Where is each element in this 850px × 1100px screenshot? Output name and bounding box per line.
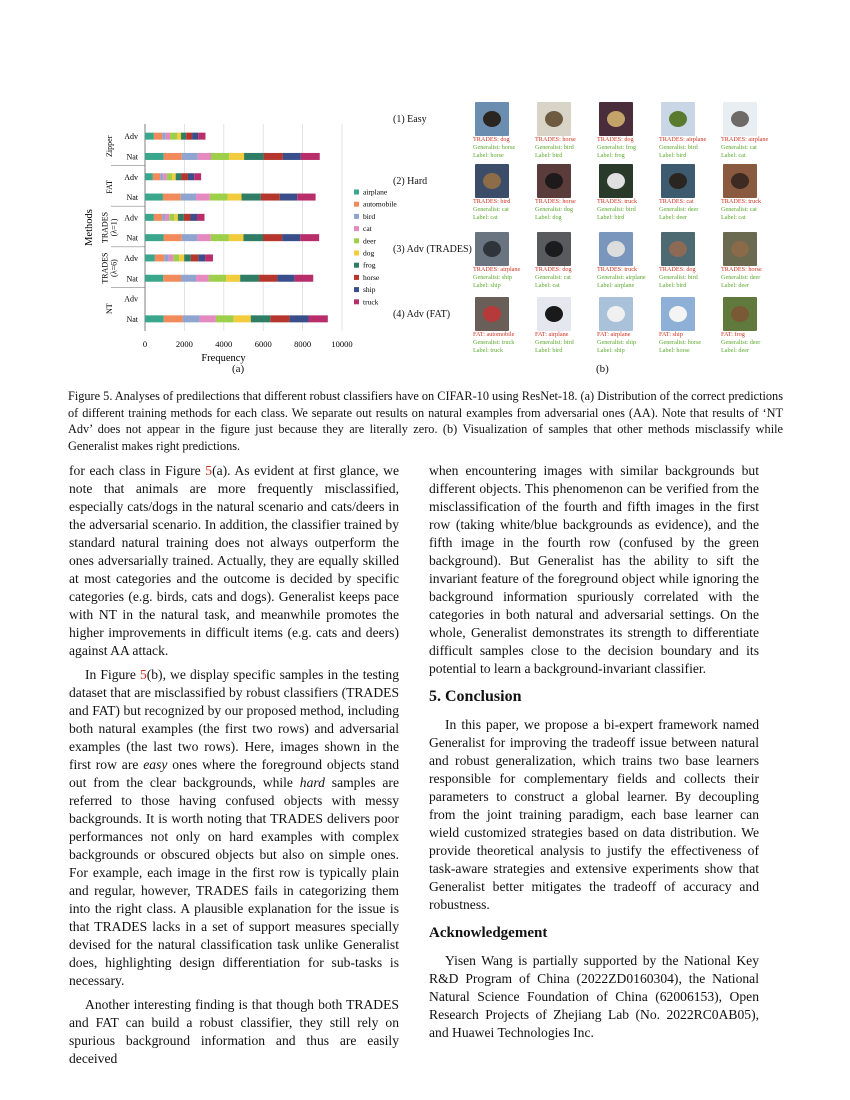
prediction-text: TRADES: airplane bbox=[659, 136, 707, 143]
sample-cell bbox=[473, 164, 533, 222]
legend-label-airplane: airplane bbox=[363, 187, 388, 197]
sample-cell bbox=[473, 232, 533, 290]
bar-segment-frog bbox=[244, 234, 264, 241]
legend-swatch-dog bbox=[354, 251, 359, 256]
left-paragraph-3: Another interesting finding is that though both TRADES and FAT can build a robust classifier, they still rely on spurious background information and thus are easily deceived bbox=[69, 997, 399, 1066]
method-label: FAT bbox=[105, 180, 114, 194]
generalist-text: Generalist: horse bbox=[473, 144, 516, 151]
legend-swatch-deer bbox=[354, 238, 359, 243]
sample-thumbnail bbox=[723, 164, 757, 198]
thumbnail-subject bbox=[607, 111, 625, 127]
prediction-text: FAT: ship bbox=[659, 331, 683, 338]
bar-segment-horse bbox=[270, 315, 289, 322]
figure-caption: Figure 5. Analyses of predilections that different robust classifiers have on CIFAR-10 using ResNet-18. (a) Distribution of the correct predictions of different training methods for each class. We separate out results on natural examples from adversarial ones (AA). Note that results of ‘NT Adv’ does not appear in the figure just because they are literally zero. (b) Visualization of samples that other methods misclassify while Generalist makes right predictions. bbox=[68, 389, 783, 453]
sample-row-label: (1) Easy bbox=[393, 114, 427, 125]
bar-segment-airplane bbox=[145, 173, 153, 180]
sample-caption bbox=[721, 331, 781, 355]
right-paragraph-1: when encountering images with similar backgrounds but different objects. This phenomenon can be verified from the misclassification of the fourth and fifth images in the first row (taking white/blue backgrounds as evidence), and the fifth image in the fourth row (confused by the green background). But Generalist has the ability to sift the invariant feature of the foreground object while ignoring the background information spuriously correlated with the categories in both natural and adversarial settings. On the whole, Generalist demonstrates its strength to differentiate difficult samples close to the decision boundary and its potential to learn a background-invariant classifier. bbox=[429, 463, 759, 676]
sample-row-label: (3) Adv (TRADES) bbox=[393, 244, 472, 255]
thumbnail-subject bbox=[731, 306, 749, 322]
label-text: Label: deer bbox=[721, 282, 749, 289]
generalist-text: Generalist: cat bbox=[721, 144, 757, 151]
sample-caption bbox=[473, 136, 533, 160]
sample-thumbnail bbox=[537, 164, 571, 198]
sample-cell bbox=[473, 297, 533, 355]
prediction-text: TRADES: cat bbox=[659, 198, 694, 205]
sample-caption bbox=[721, 266, 781, 290]
thumbnail-subject bbox=[545, 241, 563, 257]
legend-label-ship: ship bbox=[363, 285, 376, 295]
thumbnail-subject bbox=[669, 173, 687, 189]
generalist-text: Generalist: ship bbox=[473, 274, 513, 281]
legend-label-bird: bird bbox=[363, 211, 376, 221]
label-text: Label: bird bbox=[659, 282, 687, 289]
bar-segment-frog bbox=[184, 254, 191, 261]
sample-row-label: (4) Adv (FAT) bbox=[393, 309, 451, 320]
bar-segment-dog bbox=[179, 254, 184, 261]
bar-segment-deer bbox=[216, 315, 234, 322]
bar-segment-frog bbox=[240, 275, 259, 282]
prediction-text: TRADES: truck bbox=[721, 198, 762, 205]
sample-caption bbox=[473, 331, 533, 355]
sample-thumbnail bbox=[599, 297, 633, 331]
sample-cell bbox=[597, 297, 657, 355]
legend-swatch-truck bbox=[354, 299, 359, 304]
sample-caption bbox=[659, 136, 719, 160]
bar-segment-deer bbox=[173, 254, 179, 261]
bar-segment-horse bbox=[259, 275, 277, 282]
bar-segment-ship bbox=[283, 153, 301, 160]
legend-swatch-cat bbox=[354, 226, 359, 231]
bar-segment-truck bbox=[297, 194, 315, 201]
sample-thumbnail bbox=[475, 102, 509, 136]
sample-cell bbox=[659, 164, 719, 222]
thumbnail-subject bbox=[483, 111, 501, 127]
bar-segment-ship bbox=[277, 275, 294, 282]
bar-segment-bird bbox=[182, 153, 198, 160]
bar-segment-cat bbox=[196, 194, 210, 201]
sample-thumbnail bbox=[723, 102, 757, 136]
conclusion-heading: 5. Conclusion bbox=[429, 688, 522, 705]
label-text: Label: deer bbox=[659, 214, 687, 221]
row-label: Adv bbox=[124, 172, 138, 182]
sample-caption bbox=[597, 331, 657, 355]
bar-segment-airplane bbox=[145, 315, 164, 322]
sample-thumbnail bbox=[599, 232, 633, 266]
bar-segment-ship bbox=[188, 173, 194, 180]
sample-caption bbox=[721, 136, 781, 160]
sample-thumbnail bbox=[661, 102, 695, 136]
chart-sublabel: (a) bbox=[232, 363, 245, 375]
bar-segment-truck bbox=[205, 254, 213, 261]
sample-cell bbox=[659, 102, 719, 160]
sample-cell bbox=[535, 102, 595, 160]
sample-caption bbox=[597, 266, 657, 290]
bar-segment-horse bbox=[263, 234, 282, 241]
bar-segment-truck bbox=[300, 234, 319, 241]
prediction-text: TRADES: horse bbox=[535, 136, 576, 143]
thumbnail-subject bbox=[669, 111, 687, 127]
bar-segment-dog bbox=[229, 234, 244, 241]
label-text: Label: truck bbox=[473, 347, 504, 354]
row-label: Nat bbox=[126, 193, 138, 203]
sample-thumbnail bbox=[537, 102, 571, 136]
bar-segment-cat bbox=[196, 275, 209, 282]
bar-segment-truck bbox=[194, 173, 201, 180]
sample-thumbnail bbox=[599, 102, 633, 136]
bar-segment-automobile bbox=[164, 234, 182, 241]
x-tick-label: 2000 bbox=[175, 339, 193, 349]
sample-thumbnail bbox=[475, 297, 509, 331]
generalist-text: Generalist: horse bbox=[659, 339, 702, 346]
bar-segment-frog bbox=[242, 194, 261, 201]
label-text: Label: dog bbox=[535, 214, 562, 221]
bar-segment-cat bbox=[163, 173, 167, 180]
sample-cell bbox=[535, 297, 595, 355]
bar-segment-airplane bbox=[145, 214, 154, 221]
sample-caption bbox=[535, 331, 595, 355]
bar-segment-ship bbox=[191, 214, 198, 221]
prediction-text: TRADES: horse bbox=[535, 198, 576, 205]
sample-cell bbox=[597, 102, 657, 160]
bar-segment-truck bbox=[309, 315, 328, 322]
bar-segment-ship bbox=[280, 194, 298, 201]
bar-segment-frog bbox=[178, 214, 184, 221]
legend-label-dog: dog bbox=[363, 248, 375, 258]
bar-segment-truck bbox=[197, 214, 204, 221]
method-label: Zipper bbox=[105, 135, 114, 157]
bar-segment-automobile bbox=[163, 275, 181, 282]
method-label: TRADES bbox=[100, 252, 110, 284]
label-text: Label: bird bbox=[535, 152, 563, 159]
method-label: (λ=1) bbox=[109, 218, 119, 237]
sample-row-label: (2) Hard bbox=[393, 176, 428, 187]
sample-cell bbox=[721, 297, 781, 355]
bar-segment-automobile bbox=[153, 173, 160, 180]
bar-segment-deer bbox=[210, 194, 228, 201]
thumbnail-subject bbox=[483, 173, 501, 189]
bar-segment-deer bbox=[169, 214, 174, 221]
prediction-text: TRADES: dog bbox=[597, 136, 634, 143]
prediction-text: TRADES: horse bbox=[721, 266, 762, 273]
x-tick-label: 4000 bbox=[215, 339, 233, 349]
sample-cell bbox=[721, 102, 781, 160]
row-label: Nat bbox=[126, 233, 138, 243]
sample-thumbnail bbox=[475, 232, 509, 266]
bar-segment-frog bbox=[181, 133, 186, 140]
sample-cell bbox=[535, 164, 595, 222]
bar-segment-cat bbox=[197, 234, 210, 241]
bar-segment-frog bbox=[244, 153, 264, 160]
bar-segment-cat bbox=[166, 133, 170, 140]
bar-segment-dog bbox=[174, 214, 178, 221]
prediction-text: FAT: airplane bbox=[597, 331, 631, 338]
generalist-text: Generalist: dog bbox=[535, 206, 573, 213]
generalist-text: Generalist: frog bbox=[597, 144, 637, 151]
legend-swatch-ship bbox=[354, 287, 359, 292]
bar-segment-bird bbox=[182, 234, 198, 241]
sample-caption bbox=[659, 331, 719, 355]
legend-label-frog: frog bbox=[363, 260, 376, 270]
bar-segment-automobile bbox=[164, 315, 183, 322]
label-text: Label: bird bbox=[597, 214, 625, 221]
label-text: Label: horse bbox=[659, 347, 690, 354]
bar-segment-horse bbox=[184, 214, 191, 221]
y-axis-title: Methods bbox=[84, 209, 95, 246]
legend-swatch-automobile bbox=[354, 202, 359, 207]
sample-caption bbox=[659, 266, 719, 290]
bar-segment-horse bbox=[181, 173, 188, 180]
row-label: Adv bbox=[124, 294, 138, 304]
prediction-text: TRADES: dog bbox=[659, 266, 696, 273]
generalist-text: Generalist: airplane bbox=[597, 274, 646, 281]
sample-cell bbox=[659, 297, 719, 355]
sample-caption bbox=[473, 198, 533, 222]
bar-segment-dog bbox=[172, 173, 176, 180]
generalist-text: Generalist: bird bbox=[659, 274, 698, 281]
sample-cell bbox=[597, 232, 657, 290]
sample-thumbnail bbox=[661, 232, 695, 266]
left-paragraph-2: In Figure 5(b), we display specific samples in the testing dataset that are misclassified by robust classifiers (TRADES and FAT) but recognized by our proposed method, including both natural examples (the first two rows) and adversarial examples (the last two rows). Here, images shown in the first row are easy ones where the foreground objects stand out from the clear backgrounds, while hard samples are referred to those having confused objects with messy backgrounds. It is worth noting that TRADES delivers poor performances not only on hard examples with complex backgrounds or obscured objects but also on simple ones. For example, each image in the first row is typically plain and regular, however, TRADES fails in categorizing them into the right class. A plausible explanation for the issue is that TRADES lacks in a set of support measures specially devised for the natural classification task unlike Generalist does, highlighting design differentiation for sub-tasks is necessary. bbox=[69, 667, 400, 988]
thumbnail-subject bbox=[607, 173, 625, 189]
bar-segment-horse bbox=[264, 153, 283, 160]
generalist-text: Generalist: ship bbox=[597, 339, 637, 346]
thumbnail-subject bbox=[669, 241, 687, 257]
label-text: Label: bird bbox=[659, 152, 687, 159]
bar-segment-frog bbox=[251, 315, 271, 322]
generalist-text: Generalist: bird bbox=[535, 144, 574, 151]
bar-segment-automobile bbox=[154, 133, 162, 140]
bar-segment-airplane bbox=[145, 133, 154, 140]
bar-segment-dog bbox=[234, 315, 251, 322]
sample-caption bbox=[535, 266, 595, 290]
bar-segment-bird bbox=[162, 133, 165, 140]
acknowledgement-heading: Acknowledgement bbox=[429, 925, 548, 941]
thumbnail-subject bbox=[607, 241, 625, 257]
prediction-text: FAT: airplane bbox=[535, 331, 569, 338]
bar-segment-bird bbox=[183, 315, 200, 322]
thumbnail-subject bbox=[607, 306, 625, 322]
generalist-text: Generalist: bird bbox=[597, 206, 636, 213]
bar-segment-dog bbox=[177, 133, 181, 140]
sample-caption bbox=[597, 136, 657, 160]
bar-segment-horse bbox=[186, 133, 192, 140]
legend-swatch-horse bbox=[354, 275, 359, 280]
thumbnail-subject bbox=[545, 306, 563, 322]
bar-segment-deer bbox=[211, 153, 229, 160]
row-label: Nat bbox=[126, 314, 138, 324]
bar-segment-truck bbox=[295, 275, 314, 282]
legend-swatch-airplane bbox=[354, 190, 359, 195]
thumbnail-subject bbox=[731, 111, 749, 127]
grid-sublabel: (b) bbox=[596, 363, 609, 375]
sample-caption bbox=[473, 266, 533, 290]
legend-label-horse: horse bbox=[363, 272, 380, 282]
row-label: Adv bbox=[124, 213, 138, 223]
sample-thumbnail bbox=[661, 297, 695, 331]
bar-segment-cat bbox=[165, 214, 169, 221]
generalist-text: Generalist: deer bbox=[721, 339, 761, 346]
sample-thumbnail bbox=[475, 164, 509, 198]
prediction-text: FAT: frog bbox=[721, 331, 745, 338]
prediction-text: TRADES: bird bbox=[473, 198, 511, 205]
bar-segment-cat bbox=[169, 254, 174, 261]
sample-thumbnail bbox=[599, 164, 633, 198]
label-text: Label: horse bbox=[473, 152, 504, 159]
thumbnail-subject bbox=[483, 241, 501, 257]
label-text: Label: ship bbox=[473, 282, 501, 289]
bar-segment-cat bbox=[198, 153, 211, 160]
method-label: TRADES bbox=[100, 211, 110, 244]
bar-segment-truck bbox=[301, 153, 320, 160]
generalist-text: Generalist: truck bbox=[473, 339, 515, 346]
left-paragraph-1: for each class in Figure 5(a). As evident at first glance, we note that animals are more frequently misclassified, especially cats/dogs in the natural scenario and cats/deers in the adversarial scenario. In addition, the classifier trained by standard natural training does not always outperform the ones adversarially trained. Actually, they are equally skilled at most categories and the outcome is decided by specific categories (e.g. birds, cats and dogs). Generalist keeps pace with NT in the natural task, and meanwhile promotes the higher improvements in difficult items (e.g. cats and deers) against AA attack. bbox=[69, 463, 399, 658]
bar-segment-bird bbox=[181, 275, 196, 282]
bar-segment-ship bbox=[290, 315, 309, 322]
sample-thumbnail bbox=[537, 297, 571, 331]
label-text: Label: airplane bbox=[597, 282, 635, 289]
bar-segment-bird bbox=[162, 214, 165, 221]
sample-thumbnail bbox=[723, 232, 757, 266]
bar-segment-airplane bbox=[145, 254, 155, 261]
thumbnail-subject bbox=[731, 173, 749, 189]
row-label: Adv bbox=[124, 132, 138, 142]
method-label: NT bbox=[105, 303, 114, 315]
sample-cell bbox=[473, 102, 533, 160]
sample-thumbnail bbox=[661, 164, 695, 198]
sample-cell bbox=[721, 164, 781, 222]
bar-segment-horse bbox=[191, 254, 198, 261]
method-label: (λ=6) bbox=[109, 259, 119, 277]
bar-segment-airplane bbox=[145, 153, 164, 160]
bar-segment-ship bbox=[282, 234, 300, 241]
sample-caption bbox=[535, 198, 595, 222]
thumbnail-subject bbox=[545, 111, 563, 127]
bar-segment-airplane bbox=[145, 275, 163, 282]
row-label: Nat bbox=[126, 152, 138, 162]
right-column bbox=[429, 462, 759, 1042]
bar-segment-ship bbox=[198, 254, 205, 261]
bar-segment-deer bbox=[167, 173, 172, 180]
bar-segment-automobile bbox=[155, 254, 164, 261]
prediction-text: FAT: automobile bbox=[473, 331, 515, 338]
bar-segment-automobile bbox=[154, 214, 162, 221]
bar-segment-deer bbox=[170, 133, 177, 140]
prediction-text: TRADES: dog bbox=[473, 136, 510, 143]
x-tick-label: 6000 bbox=[254, 339, 272, 349]
acknowledgement-paragraph: Yisen Wang is partially supported by the National Key R&D Program of China (2022ZD0160304), the National Natural Science Foundation of China (62006153), Open Research Projects of Zhejiang Lab (No. 2022RC0AB05), and Huawei Technologies Inc. bbox=[429, 953, 759, 1040]
bar-segment-dog bbox=[226, 275, 240, 282]
prediction-text: TRADES: airplane bbox=[721, 136, 769, 143]
label-text: Label: frog bbox=[597, 152, 625, 159]
row-label: Adv bbox=[124, 253, 138, 263]
legend-label-truck: truck bbox=[363, 297, 379, 307]
label-text: Label: deer bbox=[721, 347, 749, 354]
generalist-text: Generalist: deer bbox=[721, 274, 761, 281]
row-label: Nat bbox=[126, 274, 138, 284]
generalist-text: Generalist: deer bbox=[659, 206, 699, 213]
legend-swatch-bird bbox=[354, 214, 359, 219]
bar-segment-dog bbox=[228, 194, 242, 201]
bar-segment-cat bbox=[200, 315, 216, 322]
generalist-text: Generalist: bird bbox=[659, 144, 698, 151]
label-text: Label: cat bbox=[721, 214, 746, 221]
prediction-text: TRADES: truck bbox=[597, 198, 638, 205]
x-tick-label: 8000 bbox=[294, 339, 312, 349]
generalist-text: Generalist: bird bbox=[535, 339, 574, 346]
x-tick-label: 10000 bbox=[331, 339, 353, 349]
label-text: Label: ship bbox=[597, 347, 625, 354]
label-text: Label: cat bbox=[473, 214, 498, 221]
label-text: Label: bird bbox=[535, 347, 563, 354]
sample-thumbnail bbox=[723, 297, 757, 331]
thumbnail-subject bbox=[545, 173, 563, 189]
legend-label-cat: cat bbox=[363, 224, 372, 234]
sample-thumbnail bbox=[537, 232, 571, 266]
thumbnail-subject bbox=[669, 306, 687, 322]
sample-caption bbox=[659, 198, 719, 222]
sample-caption bbox=[597, 198, 657, 222]
bar-segment-truck bbox=[198, 133, 205, 140]
prediction-text: TRADES: dog bbox=[535, 266, 572, 273]
thumbnail-subject bbox=[731, 241, 749, 257]
bar-segment-deer bbox=[209, 275, 226, 282]
sample-cell bbox=[659, 232, 719, 290]
label-text: Label: cat bbox=[535, 282, 560, 289]
prediction-text: TRADES: truck bbox=[597, 266, 638, 273]
bar-segment-frog bbox=[176, 173, 182, 180]
generalist-text: Generalist: cat bbox=[473, 206, 509, 213]
bar-segment-horse bbox=[261, 194, 280, 201]
generalist-text: Generalist: cat bbox=[535, 274, 571, 281]
legend-label-deer: deer bbox=[363, 236, 376, 246]
sample-grid bbox=[393, 98, 778, 363]
bar-segment-dog bbox=[229, 153, 244, 160]
bar-segment-bird bbox=[160, 173, 163, 180]
sample-cell bbox=[535, 232, 595, 290]
bar-segment-airplane bbox=[145, 234, 164, 241]
sample-cell bbox=[597, 164, 657, 222]
bar-segment-automobile bbox=[163, 194, 181, 201]
sample-caption bbox=[535, 136, 595, 160]
generalist-text: Generalist: cat bbox=[721, 206, 757, 213]
bar-segment-automobile bbox=[164, 153, 182, 160]
bar-chart bbox=[80, 118, 397, 364]
bar-segment-ship bbox=[192, 133, 198, 140]
sample-cell bbox=[721, 232, 781, 290]
x-axis-title: Frequency bbox=[201, 353, 246, 364]
bar-segment-bird bbox=[181, 194, 196, 201]
legend-swatch-frog bbox=[354, 263, 359, 268]
sample-caption bbox=[721, 198, 781, 222]
legend-label-automobile: automobile bbox=[363, 199, 397, 209]
prediction-text: TRADES: airplane bbox=[473, 266, 521, 273]
x-tick-label: 0 bbox=[142, 339, 148, 349]
bar-segment-bird bbox=[164, 254, 168, 261]
bar-segment-deer bbox=[211, 234, 229, 241]
thumbnail-subject bbox=[483, 306, 501, 322]
bar-segment-airplane bbox=[145, 194, 163, 201]
conclusion-paragraph: In this paper, we propose a bi-expert framework named Generalist for improving the tradeoff issue between natural and robust generalization, which trains two base learners responsible for complementary fields and collects their parameters to construct a global learner. By decoupling from the joint training paradigm, each base learner can wield customized strategies based on data distribution. We provide theoretical analysis to justify the effectiveness of task-aware strategies and extensive experiments show that Generalist better mitigates the tradeoff of accuracy and robustness. bbox=[429, 717, 759, 912]
left-column bbox=[69, 462, 399, 1068]
label-text: Label: cat bbox=[721, 152, 746, 159]
